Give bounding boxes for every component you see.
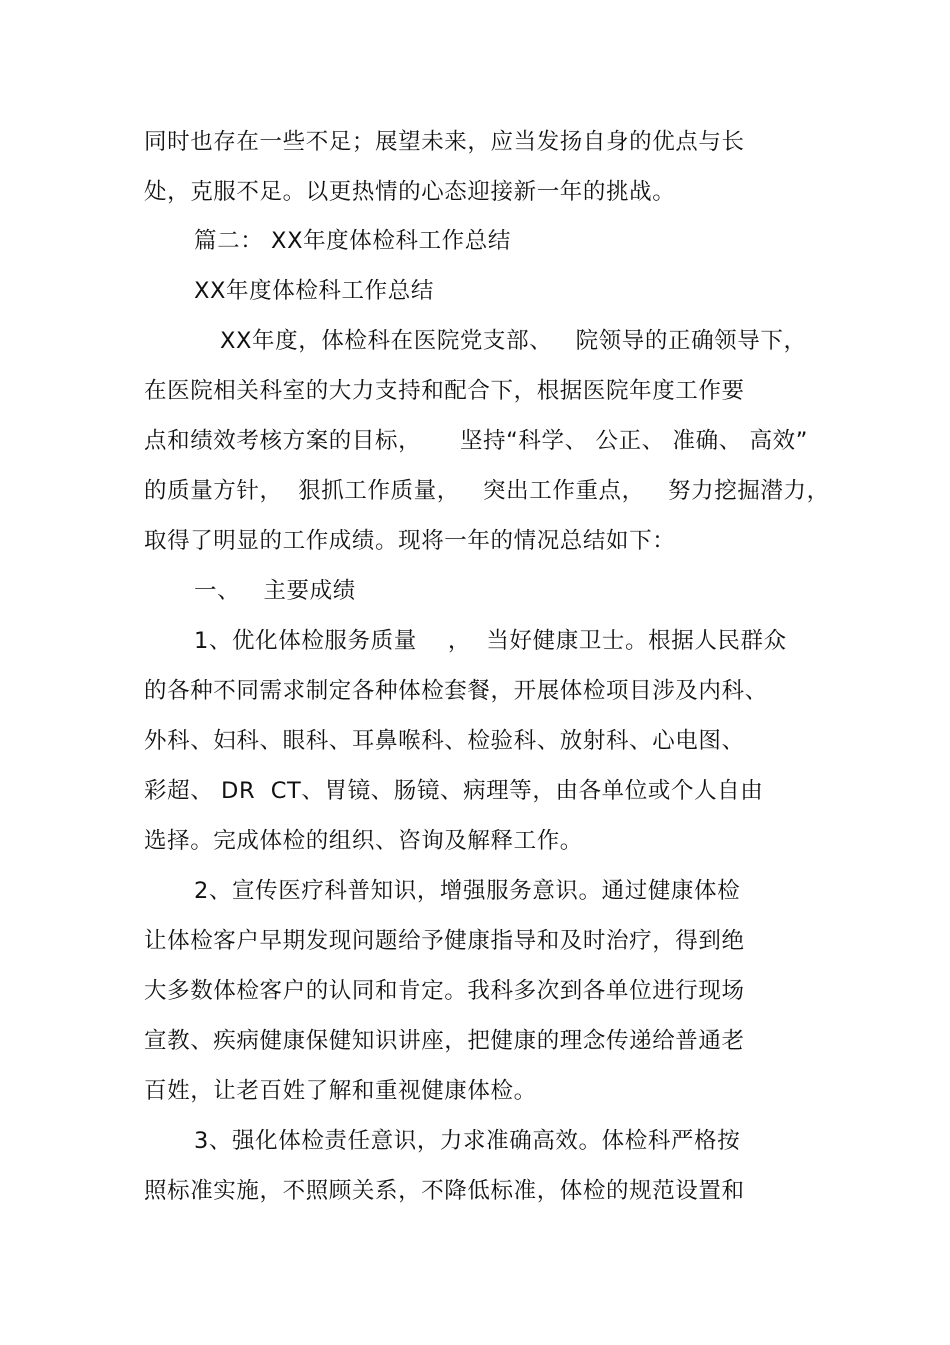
paragraph-line: 处，克服不足。以更热情的心态迎接新一年的挑战。 [144, 179, 676, 205]
paragraph-line: 让体检客户早期发现问题给予健康指导和及时治疗，得到绝 [144, 928, 745, 954]
paragraph-line: 百姓，让老百姓了解和重视健康体检。 [144, 1078, 537, 1104]
paragraph-line: 点和绩效考核方案的目标， 坚持“科学、 公正、 准确、 高效” [144, 428, 809, 454]
section-heading: 一、 主要成绩 [194, 578, 356, 604]
paragraph-line: 3、强化体检责任意识，力求准确高效。体检科严格按 [194, 1128, 741, 1154]
paragraph-line: 照标准实施，不照顾关系，不降低标准，体检的规范设置和 [144, 1178, 745, 1204]
paragraph-line: 同时也存在一些不足；展望未来，应当发扬自身的优点与长 [144, 129, 745, 155]
paragraph-line: 的各种不同需求制定各种体检套餐，开展体检项目涉及内科、 [144, 678, 768, 704]
paragraph-line: 外科、妇科、眼科、耳鼻喉科、检验科、放射科、心电图、 [144, 728, 745, 754]
paragraph-line: 大多数体检客户的认同和肯定。我科多次到各单位进行现场 [144, 978, 745, 1004]
paragraph-line: 在医院相关科室的大力支持和配合下，根据医院年度工作要 [144, 378, 745, 404]
paragraph-line: 的质量方针， 狠抓工作质量， 突出工作重点， 努力挖掘潜力， [144, 478, 830, 504]
document-title: XX年度体检科工作总结 [194, 278, 434, 304]
paragraph-line: 1、优化体检服务质量 ， 当好健康卫士。根据人民群众 [194, 628, 787, 654]
paragraph-line: 2、宣传医疗科普知识，增强服务意识。通过健康体检 [194, 878, 741, 904]
paragraph-line: XX年度，体检科在医院党支部、 院领导的正确领导下， [220, 328, 807, 354]
section-heading: 篇二： XX年度体检科工作总结 [194, 228, 511, 254]
paragraph-line: 宣教、疾病健康保健知识讲座，把健康的理念传递给普通老 [144, 1028, 745, 1054]
paragraph-line: 取得了明显的工作成绩。现将一年的情况总结如下： [144, 528, 676, 554]
paragraph-line: 选择。完成体检的组织、咨询及解释工作。 [144, 828, 583, 854]
paragraph-line: 彩超、 DR CT、胃镜、肠镜、病理等，由各单位或个人自由 [144, 778, 764, 804]
